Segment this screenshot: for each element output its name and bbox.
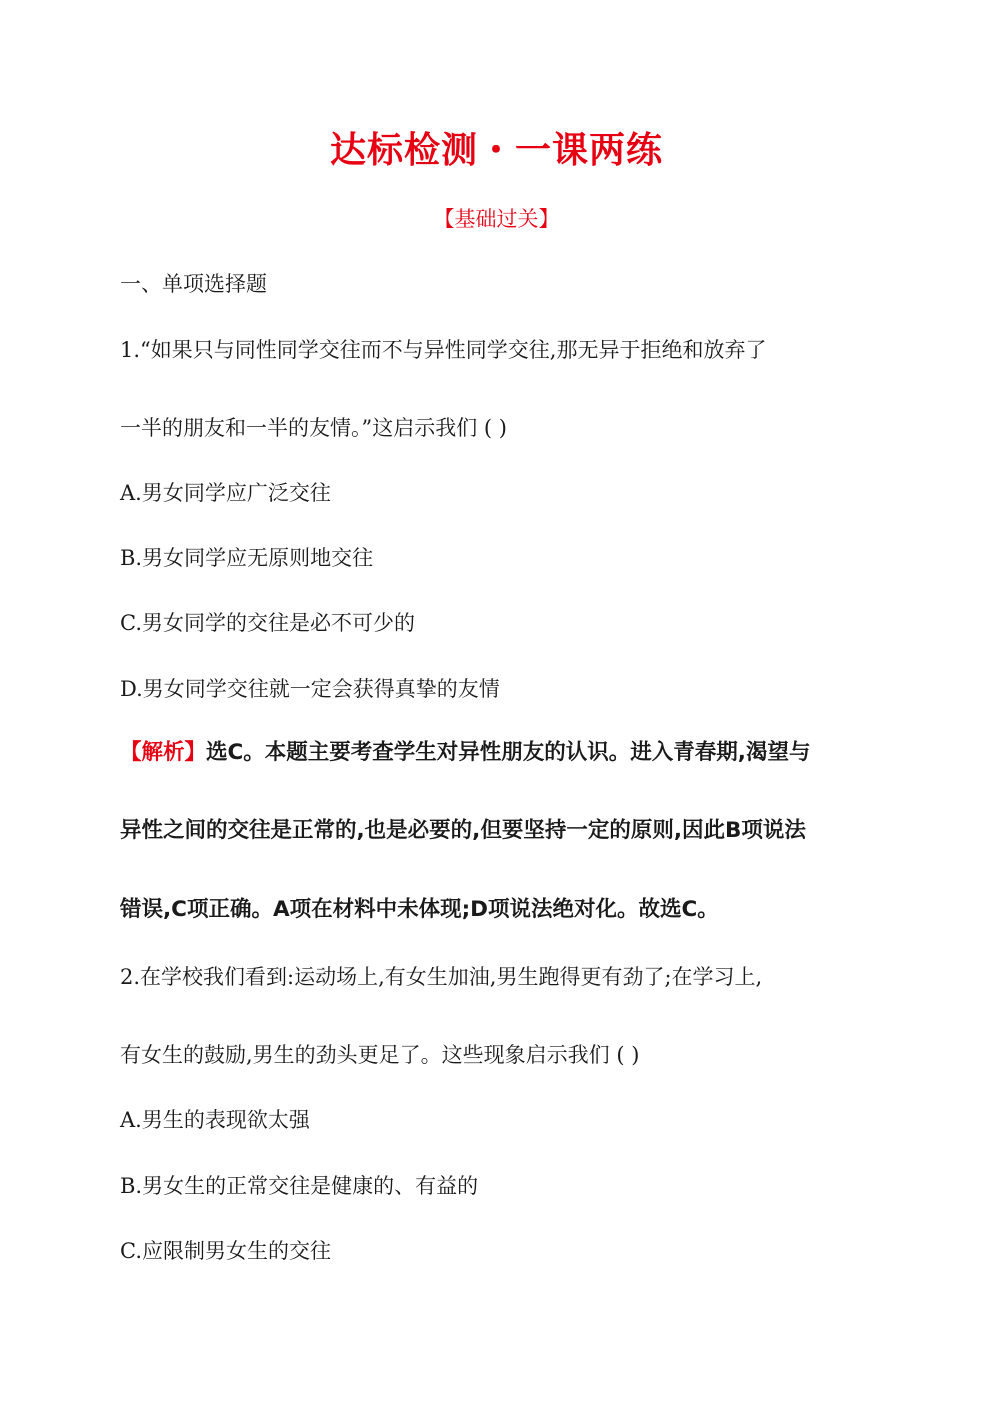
- q2-stem-line2: 有女生的鼓励,男生的劲头更足了。这些现象启示我们 ( ): [120, 1043, 640, 1067]
- q2-option-c: C.应限制男女生的交往: [120, 1239, 331, 1263]
- part-heading: 一、单项选择题: [120, 272, 267, 296]
- q1-option-d: D.男女同学交往就一定会获得真挚的友情: [120, 677, 500, 701]
- q2-stem-line1: 2.在学校我们看到:运动场上,有女生加油,男生跑得更有劲了;在学习上,: [120, 965, 763, 989]
- q1-analysis-line2: 异性之间的交往是正常的,也是必要的,但要坚持一定的原则,因此B项说法: [120, 818, 806, 843]
- q1-option-c: C.男女同学的交往是必不可少的: [120, 611, 415, 635]
- analysis-label: 【解析】: [120, 740, 207, 765]
- analysis-text: 选C。本题主要考查学生对异性朋友的认识。进入青春期,渴望与: [206, 740, 811, 765]
- q1-analysis-line1: [120, 739, 810, 767]
- section-label: 【基础过关】: [433, 207, 560, 231]
- q2-option-a: A.男生的表现欲太强: [120, 1108, 310, 1132]
- page-title: 达标检测・一课两练: [329, 129, 663, 171]
- q2-option-b: B.男女生的正常交往是健康的、有益的: [120, 1174, 479, 1198]
- q1-stem-line2: 一半的朋友和一半的友情。”这启示我们 ( ): [120, 416, 507, 440]
- q1-option-a: A.男女同学应广泛交往: [120, 481, 331, 505]
- q1-option-b: B.男女同学应无原则地交往: [120, 546, 374, 570]
- q1-stem-line1: 1.“如果只与同性同学交往而不与异性同学交往,那无异于拒绝和放弃了: [120, 338, 767, 362]
- q1-analysis-line3: 错误,C项正确。A项在材料中未体现;D项说法绝对化。故选C。: [120, 897, 719, 922]
